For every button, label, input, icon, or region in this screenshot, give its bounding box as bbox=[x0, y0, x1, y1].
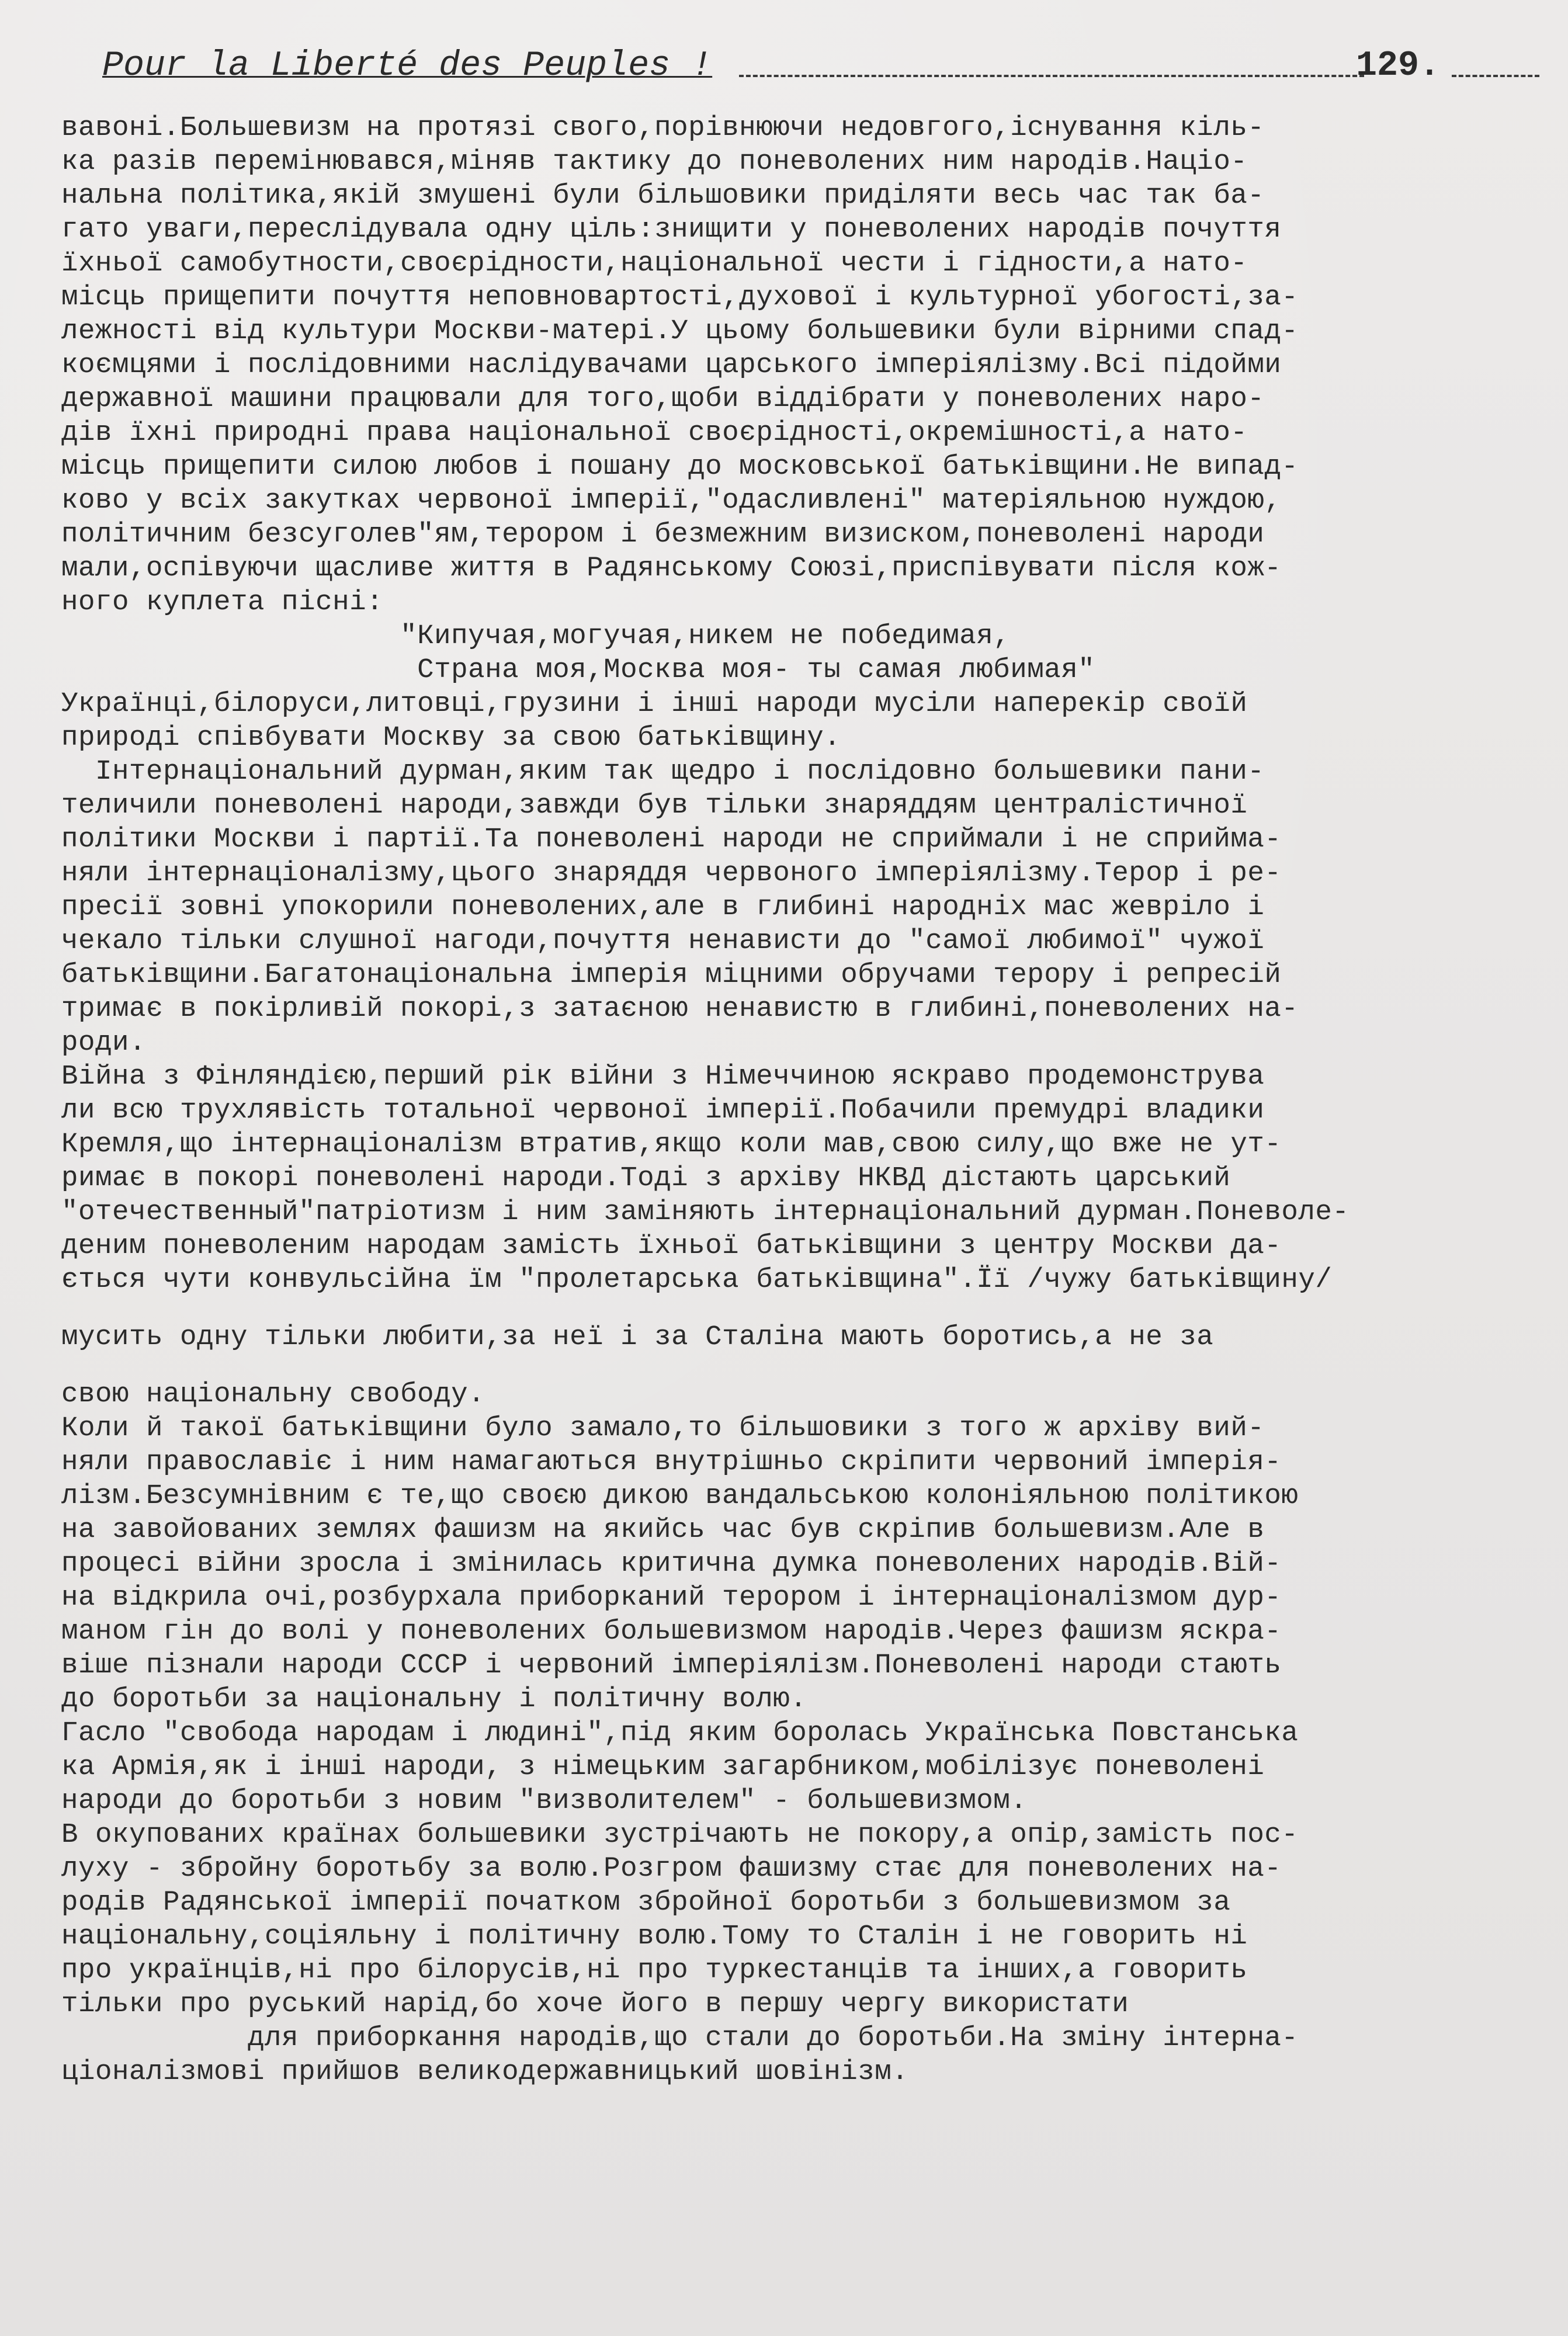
text-line: Гасло "свобода народам і людині",під яким боролась Українська Повстанська bbox=[61, 1717, 1299, 1749]
text-line: маном гін до волі у поневолених большевизмом народів.Через фашизм яскра- bbox=[61, 1616, 1282, 1647]
text-line: няли інтернаціоналізму,цього знаряддя червоного імперіялізму.Терор і ре- bbox=[61, 858, 1282, 889]
text-line: мали,оспівуючи щасливе життя в Радянському Союзі,приспівувати після кож- bbox=[61, 553, 1282, 584]
text-line: місць прищепити силою любов і пошану до московської батьківщини.Не випад- bbox=[61, 451, 1299, 483]
text-line: луху - збройну боротьбу за волю.Розгром фашизму стає для поневолених на- bbox=[61, 1853, 1282, 1884]
text-line: лізм.Безсумнівним є те,що своєю дикою вандальською колоніяльною політикою bbox=[61, 1480, 1299, 1512]
page-number: 129. bbox=[1355, 46, 1440, 86]
song-quote-line: Страна моя,Москва моя- ты самая любимая" bbox=[61, 654, 1095, 686]
text-line: В окупованих країнах большевики зустрічають не покору,а опір,замість пос- bbox=[61, 1819, 1299, 1851]
text-line: про українців,ні про білорусів,ні про туркестанців та інших,а говорить bbox=[61, 1955, 1248, 1986]
text-line: пресії зовні упокорили поневолених,але в глибині народніх мас жевріло і bbox=[61, 891, 1265, 923]
document-body bbox=[61, 111, 1522, 2089]
text-line: чекало тільки слушної нагоди,почуття ненависти до "самої любимої" чужої bbox=[61, 925, 1265, 957]
text-line: ли всю трухлявість тотальної червоної імперії.Побачили премудрі владики bbox=[61, 1095, 1265, 1126]
text-line: лежності від культури Москви-матері.У цьому большевики були вірними спад- bbox=[61, 315, 1299, 347]
text-line: Кремля,що інтернаціоналізм втратив,якщо коли мав,свою силу,що вже не ут- bbox=[61, 1129, 1282, 1160]
text-line: ціоналізмові прийшов великодержавницький шовінізм. bbox=[61, 2056, 909, 2088]
text-line: на завойованих землях фашизм на якийсь час був скріпив большевизм.Але в bbox=[61, 1514, 1265, 1546]
text-line: роди. bbox=[61, 1027, 147, 1058]
text-line: політичним безсуголев"ям,терором і безмежним визиском,поневолені народи bbox=[61, 519, 1265, 550]
text-line: батьківщини.Багатонаціональна імперія міцними обручами терору і репресій bbox=[61, 959, 1282, 991]
text-line: Війна з Фінляндією,перший рік війни з Німеччиною яскраво продемонструва bbox=[61, 1061, 1265, 1092]
text-line: няли православіє і ним намагаються внутрішньо скріпити червоний імперія- bbox=[61, 1446, 1282, 1478]
text-line: римає в покорі поневолені народи.Тоді з архіву НКВД дістають царський bbox=[61, 1162, 1231, 1194]
page-number-dash-line bbox=[1452, 75, 1539, 77]
text-line: Українці,білоруси,литовці,грузини і інші народи мусіли наперекір своїй bbox=[61, 688, 1248, 720]
text-line: ного куплета пісні: bbox=[61, 586, 384, 618]
text-line: тільки про руський нарід,бо хоче його в першу чергу використати bbox=[61, 1988, 1129, 2020]
text-line: гато уваги,переслідувала одну ціль:знищити у поневолених народів почуття bbox=[61, 214, 1282, 245]
text-line: для приборкання народів,що стали до боротьби.На зміну інтерна- bbox=[61, 2022, 1299, 2054]
text-line: народи до боротьби з новим "визволителем" - большевизмом. bbox=[61, 1785, 1028, 1817]
header-dash-line bbox=[739, 75, 1364, 77]
text-line: родів Радянської імперії початком збройної боротьби з большевизмом за bbox=[61, 1887, 1231, 1918]
text-line: процесі війни зросла і змінилась критична думка поневолених народів.Вій- bbox=[61, 1548, 1282, 1580]
text-line: політики Москви і партії.Та поневолені народи не сприймали і не сприйма- bbox=[61, 824, 1282, 855]
text-line: місць прищепити почуття неповновартості,духової і культурної убогості,за- bbox=[61, 282, 1299, 313]
header-title: Pour la Liberté des Peuples ! bbox=[102, 46, 713, 86]
text-line: деним поневоленим народам замість їхньої батьківщини з центру Москви да- bbox=[61, 1230, 1282, 1262]
text-line: теличили поневолені народи,завжди був тільки знаряддям централістичної bbox=[61, 790, 1248, 821]
text-line: державної машини працювали для того,щоби віддібрати у поневолених наро- bbox=[61, 383, 1265, 415]
text-line: "отечественный"патріотизм і ним заміняють інтернаціональний дурман.Поневоле- bbox=[61, 1196, 1350, 1228]
blank-line bbox=[61, 1297, 1522, 1320]
text-line: тримає в покірливій покорі,з затаєною ненавистю в глибині,поневолених на- bbox=[61, 993, 1299, 1025]
song-quote-line: "Кипучая,могучая,никем не победимая, bbox=[61, 620, 1011, 652]
blank-line bbox=[61, 1354, 1522, 1377]
text-line: мусить одну тільки любити,за неї і за Сталіна мають боротись,а не за bbox=[61, 1321, 1214, 1353]
text-line: коємцями і послідовними наслідувачами царського імперіялізму.Всі підойми bbox=[61, 349, 1282, 381]
text-line: їхньої самобутности,своєрідности,національної чести і гідности,а нато- bbox=[61, 248, 1248, 279]
text-line: природі співбувати Москву за свою батьківщину. bbox=[61, 722, 841, 754]
text-line: дів їхні природні права національної своєрідності,окремішності,а нато- bbox=[61, 417, 1248, 449]
text-line: ка разів перемінювався,міняв тактику до поневолених ним народів.Націо- bbox=[61, 146, 1248, 178]
text-line: ється чути конвульсійна їм "пролетарська батьківщина".Її /чужу батьківщину/ bbox=[61, 1264, 1333, 1296]
text-line: ково у всіх закутках червоної імперії,"одасливлені" матеріяльною нуждою, bbox=[61, 485, 1282, 516]
text-line: віше пізнали народи СССР і червоний імперіялізм.Поневолені народи стають bbox=[61, 1650, 1282, 1681]
text-line: національну,соціяльну і політичну волю.Тому то Сталін і не говорить ні bbox=[61, 1921, 1248, 1952]
text-line: Інтернаціональний дурман,яким так щедро і послідовно большевики пани- bbox=[61, 756, 1265, 787]
page-header bbox=[102, 34, 1539, 98]
text-line: свою національну свободу. bbox=[61, 1379, 485, 1410]
text-line: Коли й такої батьківщини було замало,то більшовики з того ж архіву вий- bbox=[61, 1412, 1265, 1444]
text-line: вавоні.Большевизм на протязі свого,порівнюючи недовгого,існування кіль- bbox=[61, 112, 1265, 144]
text-line: ка Армія,як і інші народи, з німецьким загарбником,мобілізує поневолені bbox=[61, 1751, 1265, 1783]
text-line: до боротьби за національну і політичну волю. bbox=[61, 1684, 807, 1715]
text-line: на відкрила очі,розбурхала приборканий терором і інтернаціоналізмом дур- bbox=[61, 1582, 1282, 1613]
text-line: нальна політика,якій змушені були більшовики приділяти весь час так ба- bbox=[61, 180, 1265, 211]
